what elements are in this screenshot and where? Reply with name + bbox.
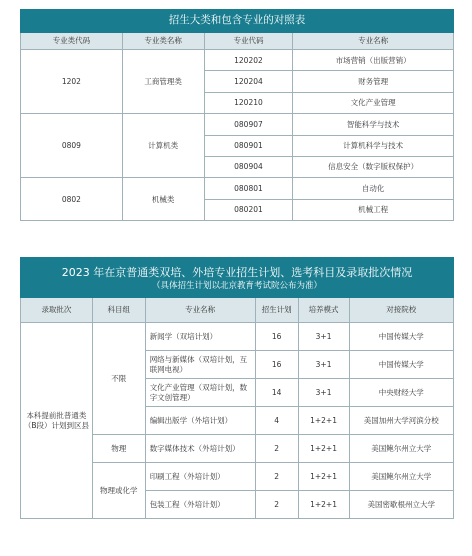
major-code: 080907 xyxy=(204,114,293,135)
major-name: 数字媒体技术（外培计划） xyxy=(145,435,255,463)
category-name: 计算机类 xyxy=(122,114,204,178)
partner-school: 美国加州大学河滨分校 xyxy=(349,407,453,435)
partner-school: 中央财经大学 xyxy=(349,379,453,407)
plan-count: 16 xyxy=(255,351,298,379)
major-name: 市场营销（出版营销） xyxy=(293,50,454,71)
category-name: 工商管理类 xyxy=(122,50,204,114)
header-category-code: 专业类代码 xyxy=(21,33,123,50)
table-row xyxy=(21,178,454,199)
batch-cell: 本科提前批普通类（B段）计划到区县 xyxy=(21,323,93,519)
major-name: 文化产业管理（双培计划，数字文创管理） xyxy=(145,379,255,407)
major-name: 计算机科学与技术 xyxy=(293,135,454,156)
plan-count: 2 xyxy=(255,463,298,491)
header-major-code: 专业代码 xyxy=(204,33,293,50)
partner-school: 中国传媒大学 xyxy=(349,323,453,351)
table2-header-row xyxy=(21,298,454,323)
major-code: 120204 xyxy=(204,71,293,92)
table2-title: 2023 年在京普通类双培、外培专业招生计划、选考科目及录取批次情况 xyxy=(61,266,413,280)
header-subject-group: 科目组 xyxy=(92,298,145,323)
table2-title-cell xyxy=(21,258,454,298)
header-mode: 培养模式 xyxy=(298,298,349,323)
category-code: 0802 xyxy=(21,178,123,221)
table1-header-row xyxy=(21,33,454,50)
major-name: 文化产业管理 xyxy=(293,92,454,113)
header-major: 专业名称 xyxy=(145,298,255,323)
table-row xyxy=(21,114,454,135)
major-code: 080904 xyxy=(204,156,293,177)
partner-school: 美国密歇根州立大学 xyxy=(349,491,453,519)
subject-group: 不限 xyxy=(92,323,145,435)
training-mode: 3+1 xyxy=(298,323,349,351)
plan-count: 16 xyxy=(255,323,298,351)
major-name: 网络与新媒体（双培计划，互联网电视） xyxy=(145,351,255,379)
major-mapping-table xyxy=(20,9,454,221)
major-name: 信息安全（数字版权保护） xyxy=(293,156,454,177)
major-name: 包装工程（外培计划） xyxy=(145,491,255,519)
training-mode: 1+2+1 xyxy=(298,407,349,435)
major-code: 080201 xyxy=(204,199,293,220)
training-mode: 1+2+1 xyxy=(298,435,349,463)
plan-count: 4 xyxy=(255,407,298,435)
partner-school: 美国鲍尔州立大学 xyxy=(349,435,453,463)
subject-group: 物理 xyxy=(92,435,145,463)
major-code: 080901 xyxy=(204,135,293,156)
category-code: 1202 xyxy=(21,50,123,114)
category-name: 机械类 xyxy=(122,178,204,221)
training-mode: 3+1 xyxy=(298,351,349,379)
partner-school: 中国传媒大学 xyxy=(349,351,453,379)
training-mode: 1+2+1 xyxy=(298,491,349,519)
header-major-name: 专业名称 xyxy=(293,33,454,50)
table2-subtitle: （具体招生计划以北京教育考试院公布为准） xyxy=(151,280,322,291)
header-batch: 录取批次 xyxy=(21,298,93,323)
header-partner: 对接院校 xyxy=(349,298,453,323)
table-row xyxy=(21,50,454,71)
plan-count: 2 xyxy=(255,435,298,463)
major-name: 自动化 xyxy=(293,178,454,199)
category-code: 0809 xyxy=(21,114,123,178)
plan-count: 14 xyxy=(255,379,298,407)
training-mode: 1+2+1 xyxy=(298,463,349,491)
training-mode: 3+1 xyxy=(298,379,349,407)
major-name: 印刷工程（外培计划） xyxy=(145,463,255,491)
enrollment-plan-table xyxy=(20,257,454,519)
major-name: 财务管理 xyxy=(293,71,454,92)
major-code: 120210 xyxy=(204,92,293,113)
major-name: 智能科学与技术 xyxy=(293,114,454,135)
table-row xyxy=(21,323,454,351)
major-name: 机械工程 xyxy=(293,199,454,220)
major-name: 编辑出版学（外培计划） xyxy=(145,407,255,435)
major-name: 新闻学（双培计划） xyxy=(145,323,255,351)
subject-group: 物理或化学 xyxy=(92,463,145,519)
header-plan: 招生计划 xyxy=(255,298,298,323)
header-category-name: 专业类名称 xyxy=(122,33,204,50)
major-code: 080801 xyxy=(204,178,293,199)
plan-count: 2 xyxy=(255,491,298,519)
major-code: 120202 xyxy=(204,50,293,71)
partner-school: 美国鲍尔州立大学 xyxy=(349,463,453,491)
table1-title: 招生大类和包含专业的对照表 xyxy=(21,10,454,33)
